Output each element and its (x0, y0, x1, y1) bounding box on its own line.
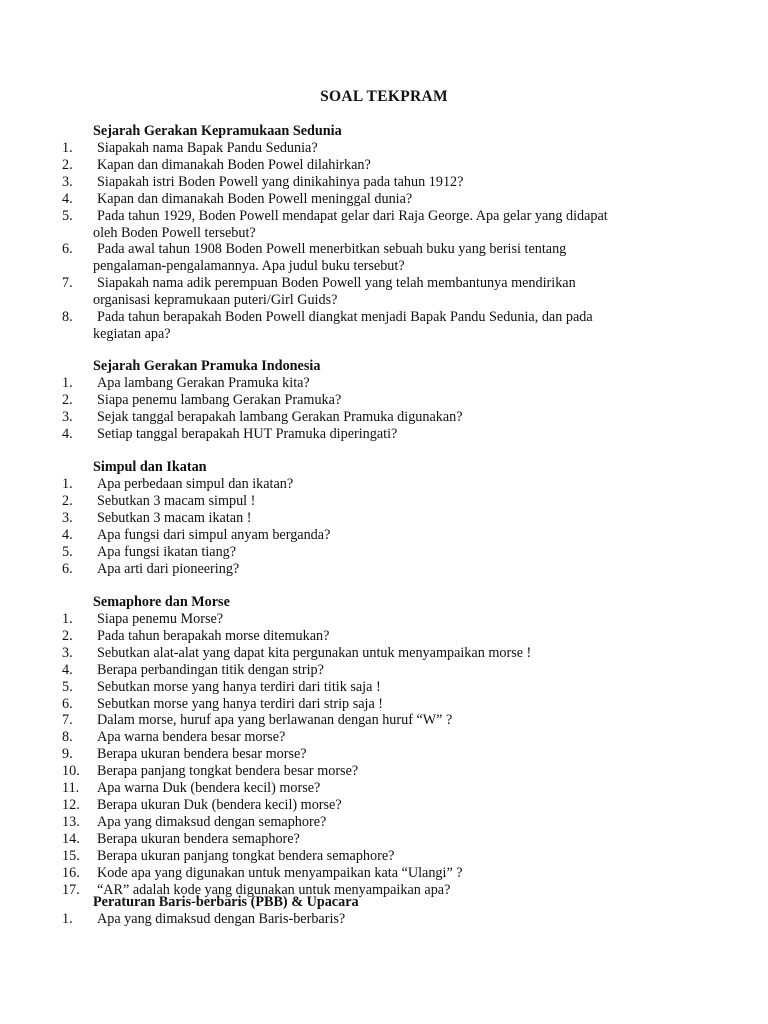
list-item (0, 746, 768, 763)
list-item (0, 797, 768, 814)
item-text: Kapan dan dimanakah Boden Powel dilahirkan? (97, 156, 371, 173)
item-number: 3. (62, 408, 73, 425)
list-item (0, 309, 768, 343)
section-heading: Semaphore dan Morse (93, 594, 230, 610)
item-number: 3. (62, 173, 73, 190)
item-text: Apa lambang Gerakan Pramuka kita? (97, 375, 310, 391)
item-text: Dalam morse, huruf apa yang berlawanan dengan huruf “W” ? (97, 712, 453, 729)
list-item (0, 865, 768, 882)
list-item (0, 628, 768, 645)
list-item (0, 392, 768, 409)
item-text: Berapa perbandingan titik dengan strip? (97, 661, 324, 678)
item-text: Apa warna Duk (bendera kecil) morse? (97, 780, 321, 797)
section-pbb-upacara (0, 894, 768, 928)
list-item (0, 696, 768, 713)
section-heading: Simpul dan Ikatan (93, 459, 207, 475)
item-number: 7. (62, 712, 73, 729)
list-item (0, 662, 768, 679)
item-number: 14. (62, 830, 80, 847)
item-number: 13. (62, 813, 80, 830)
item-number: 5. (62, 678, 73, 695)
list-item (0, 157, 768, 174)
item-text: Berapa ukuran Duk (bendera kecil) morse? (97, 796, 342, 813)
item-text: Apa warna bendera besar morse? (97, 729, 286, 746)
list-item (0, 729, 768, 746)
item-text: Pada tahun berapakah morse ditemukan? (97, 627, 330, 644)
item-text-continued: oleh Boden Powell tersebut? (93, 224, 256, 241)
item-text: Apa arti dari pioneering? (97, 560, 240, 577)
list-item (0, 561, 768, 578)
item-number: 11. (62, 780, 80, 797)
list-item (0, 476, 768, 493)
section-simpul-ikatan (0, 459, 768, 577)
list-item (0, 375, 768, 392)
list-item (0, 814, 768, 831)
item-number: 2. (62, 156, 73, 173)
item-text: Berapa panjang tongkat bendera besar morse? (97, 763, 359, 780)
list-item (0, 611, 768, 628)
item-number: 10. (62, 763, 80, 780)
item-number: 8. (62, 729, 73, 746)
item-number: 6. (62, 560, 73, 577)
list-item (0, 174, 768, 191)
item-text: Apa fungsi ikatan tiang? (97, 543, 237, 560)
list-item (0, 780, 768, 797)
item-number: 9. (62, 746, 73, 763)
item-number: 4. (62, 526, 73, 543)
item-text-continued: pengalaman-pengalamannya. Apa judul buku tersebut? (93, 258, 405, 275)
item-text: Siapakah istri Boden Powell yang dinikahinya pada tahun 1912? (97, 173, 464, 190)
item-number: 1. (62, 611, 73, 627)
item-number: 5. (62, 207, 73, 224)
list-item (0, 493, 768, 510)
item-number: 15. (62, 847, 80, 864)
item-number: 8. (62, 309, 73, 326)
list-item (0, 848, 768, 865)
list-item (0, 544, 768, 561)
item-number: 3. (62, 509, 73, 526)
section-sejarah-indonesia (0, 358, 768, 443)
item-text-continued: organisasi kepramukaan puteri/Girl Guids? (93, 292, 338, 309)
item-text: Apa yang dimaksud dengan semaphore? (97, 813, 327, 830)
item-number: 7. (62, 275, 73, 292)
item-text: Sebutkan morse yang hanya terdiri dari strip saja ! (97, 695, 384, 712)
item-number: 2. (62, 391, 73, 408)
item-number: 16. (62, 864, 80, 881)
list-item (0, 911, 768, 928)
list-item (0, 510, 768, 527)
list-item (0, 679, 768, 696)
item-number: 5. (62, 543, 73, 560)
item-text: Pada tahun 1929, Boden Powell mendapat gelar dari Raja George. Apa gelar yang didapat (97, 207, 608, 224)
item-text: Sejak tanggal berapakah lambang Gerakan Pramuka digunakan? (97, 408, 463, 425)
item-number: 1. (62, 140, 73, 156)
item-text: Apa perbedaan simpul dan ikatan? (97, 476, 294, 492)
item-text-continued: kegiatan apa? (93, 325, 171, 342)
item-text: Berapa ukuran panjang tongkat bendera semaphore? (97, 847, 395, 864)
section-heading: Peraturan Baris-berbaris (PBB) & Upacara (93, 894, 359, 910)
list-item (0, 409, 768, 426)
list-item (0, 426, 768, 443)
list-item (0, 527, 768, 544)
item-text: Apa fungsi dari simpul anyam berganda? (97, 526, 331, 543)
item-number: 1. (62, 375, 73, 391)
list-item (0, 831, 768, 848)
section-sejarah-sedunia (0, 123, 768, 343)
section-heading: Sejarah Gerakan Pramuka Indonesia (93, 358, 321, 374)
item-text: Sebutkan morse yang hanya terdiri dari titik saja ! (97, 678, 381, 695)
item-number: 2. (62, 492, 73, 509)
item-number: 4. (62, 190, 73, 207)
item-number: 12. (62, 796, 80, 813)
item-text: Sebutkan alat-alat yang dapat kita pergunakan untuk menyampaikan morse ! (97, 644, 532, 661)
list-item (0, 140, 768, 157)
list-item (0, 241, 768, 275)
item-number: 4. (62, 425, 73, 442)
item-text: Siapa penemu lambang Gerakan Pramuka? (97, 391, 342, 408)
list-item (0, 712, 768, 729)
item-text: Berapa ukuran bendera besar morse? (97, 746, 307, 763)
item-number: 1. (62, 476, 73, 492)
list-item (0, 763, 768, 780)
list-item (0, 275, 768, 309)
item-text: Sebutkan 3 macam ikatan ! (97, 509, 252, 526)
list-item (0, 191, 768, 208)
page-title: SOAL TEKPRAM (320, 88, 448, 105)
item-text: “AR” adalah kode yang digunakan untuk menyampaikan apa? (97, 881, 451, 898)
item-text: Kode apa yang digunakan untuk menyampaikan kata “Ulangi” ? (97, 864, 463, 881)
item-text: Siapakah nama Bapak Pandu Sedunia? (97, 140, 318, 156)
item-text: Pada awal tahun 1908 Boden Powell menerbitkan sebuah buku yang berisi tentang (97, 241, 567, 258)
item-text: Berapa ukuran bendera semaphore? (97, 830, 300, 847)
item-number: 6. (62, 695, 73, 712)
section-heading: Sejarah Gerakan Kepramukaan Sedunia (93, 123, 342, 139)
item-number: 1. (62, 911, 73, 927)
item-text: Setiap tanggal berapakah HUT Pramuka diperingati? (97, 425, 398, 442)
list-item (0, 645, 768, 662)
item-text: Kapan dan dimanakah Boden Powell meninggal dunia? (97, 190, 413, 207)
item-text: Pada tahun berapakah Boden Powell diangkat menjadi Bapak Pandu Sedunia, dan pada (97, 309, 593, 326)
item-text: Apa yang dimaksud dengan Baris-berbaris? (97, 911, 346, 927)
item-number: 4. (62, 661, 73, 678)
item-text: Siapakah nama adik perempuan Boden Powell yang telah membantunya mendirikan (97, 275, 576, 292)
item-text: Siapa penemu Morse? (97, 611, 224, 627)
item-number: 17. (62, 881, 80, 898)
section-semaphore-morse (0, 594, 768, 898)
item-number: 2. (62, 627, 73, 644)
list-item (0, 208, 768, 242)
item-text: Sebutkan 3 macam simpul ! (97, 492, 256, 509)
item-number: 3. (62, 644, 73, 661)
item-number: 6. (62, 241, 73, 258)
